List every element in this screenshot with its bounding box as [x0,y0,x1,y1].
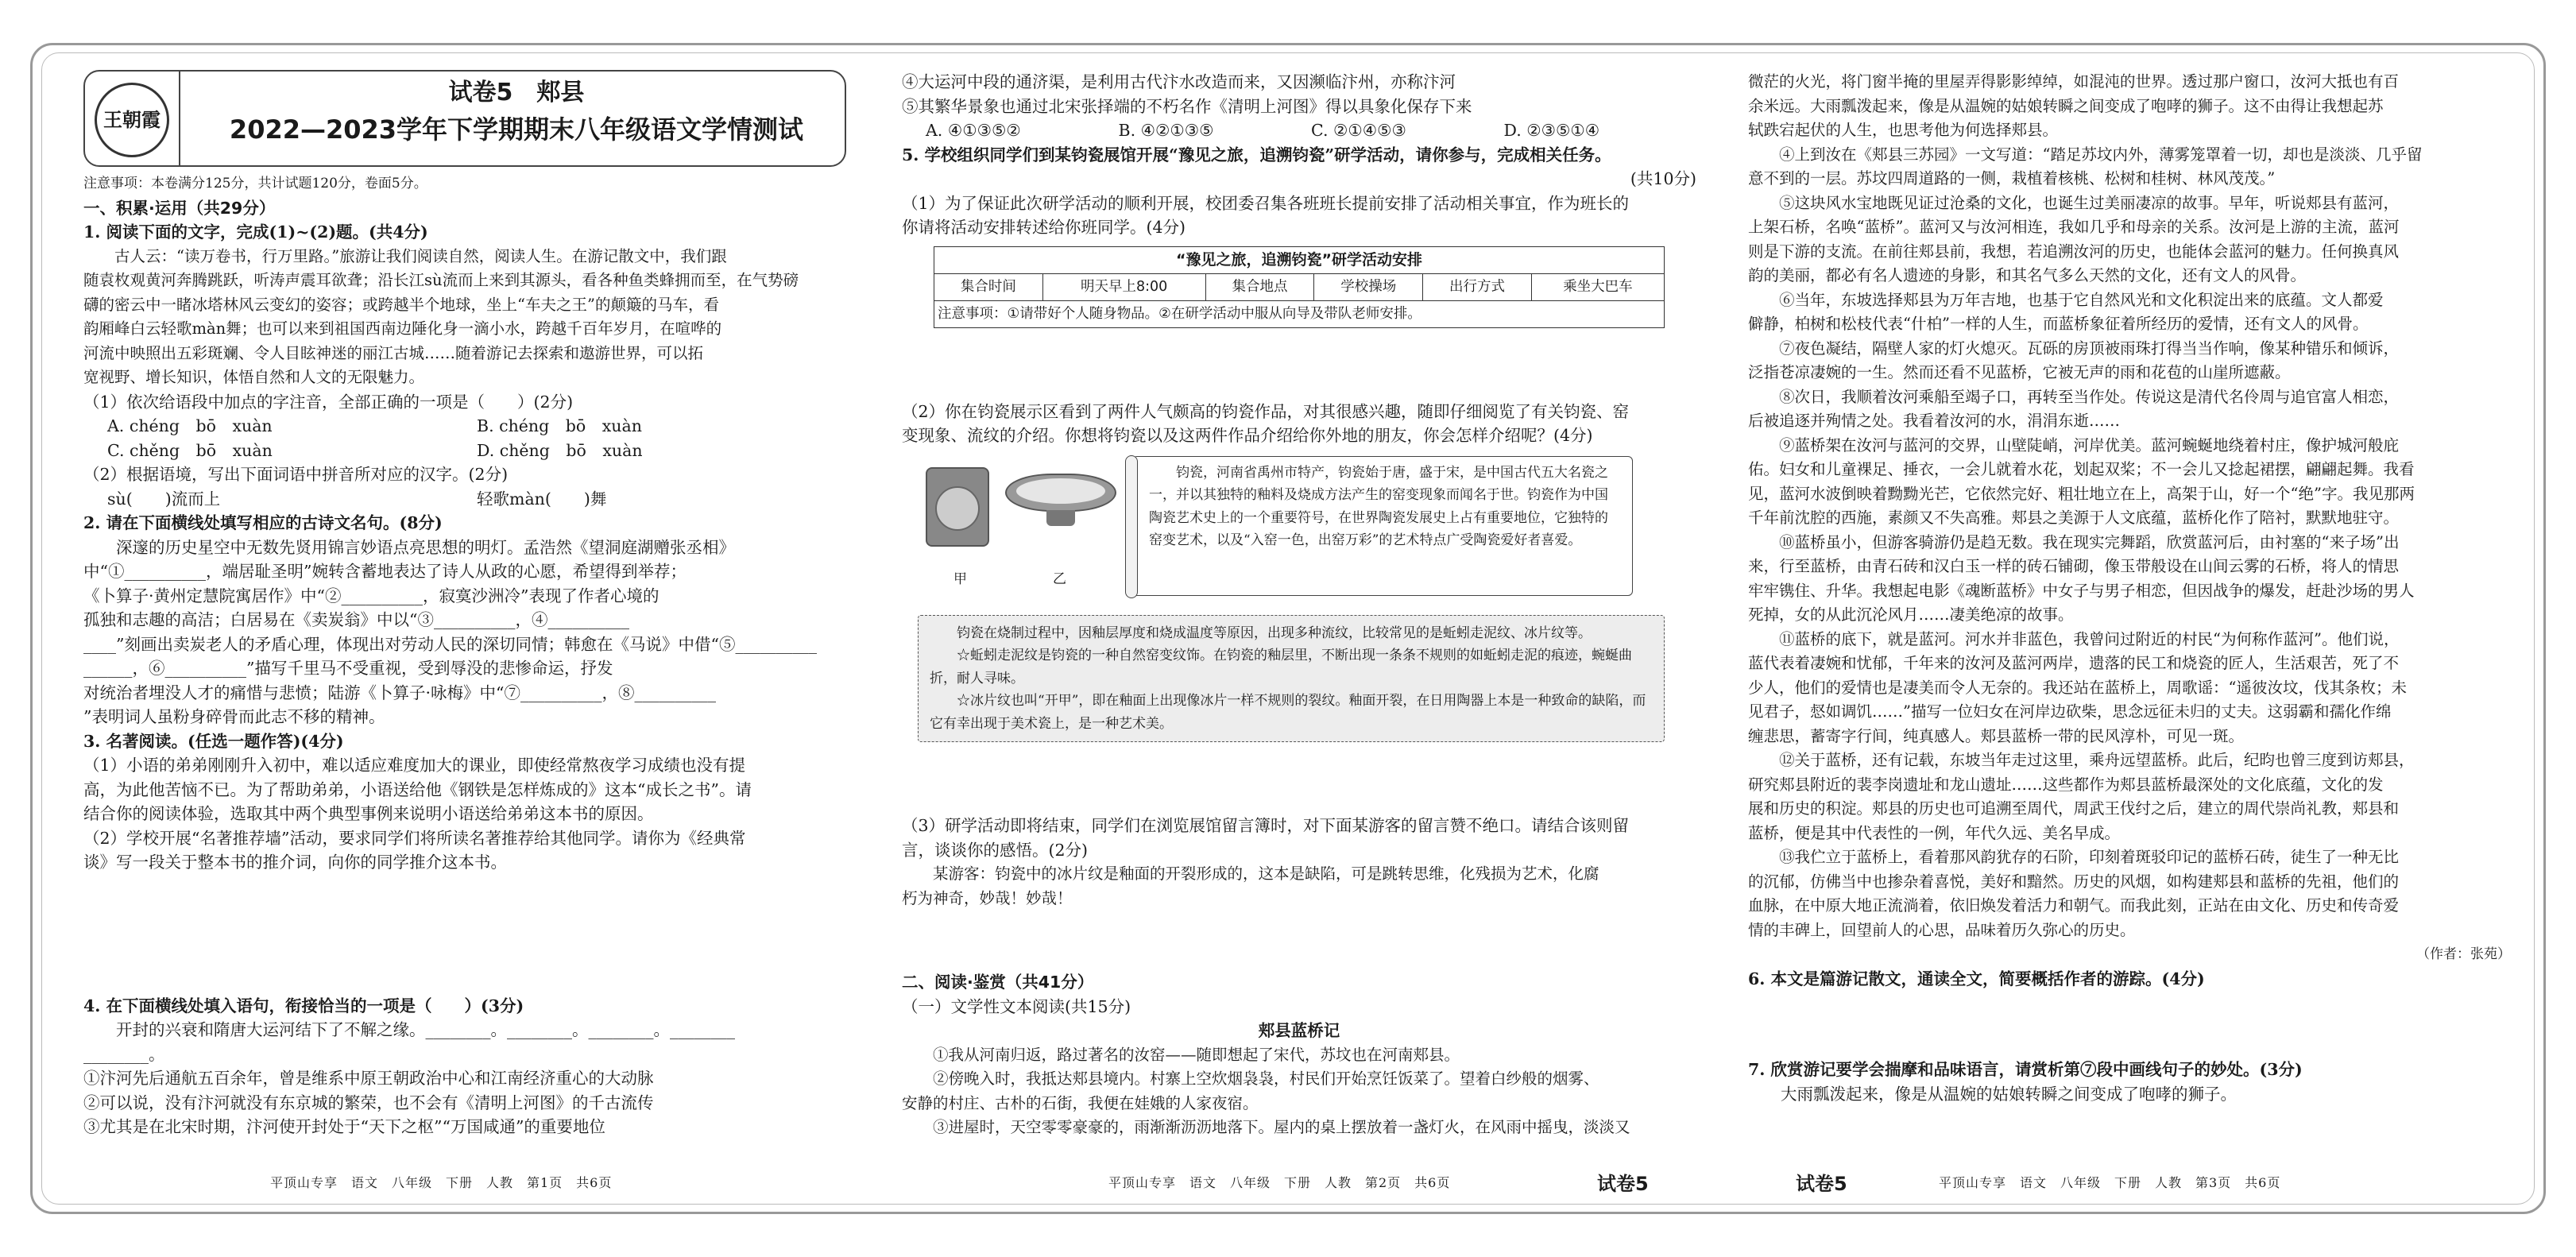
exam-title: 试卷5 郏县 [448,79,585,106]
essay-line: 轼跌宕起伏的人生，也思考他为何选择郏县。 [1748,121,2059,139]
q2-stem: 2. 请在下面横线处填写相应的古诗文名句。(8分) [83,513,443,532]
header-divider [179,70,180,167]
image-label-jia: 甲 [953,570,967,587]
info-line: ☆冰片纹也叫“开甲”，即在釉面上出现像冰片一样不规则的裂纹。釉面开裂，在日用陶器上本是一种致命的缺陷，而它有幸出现于美术瓷上，是一种艺术美。 [930,693,1646,732]
activity-table-note: 注意事项：①请带好个人随身物品。②在研学活动中服从向导及带队老师安排。 [934,300,1665,327]
q4-option: ②可以说，没有汴河就没有东京城的繁荣，也不会有《清明上河图》的千古流传 [83,1093,654,1112]
essay-line: 则是下游的支流。在前往郏县前，我想，若追溯汝河的历史，也能体会蓝河的魅力。任何换真风 [1748,242,2400,261]
q5-part2-answer-space[interactable] [902,750,1696,814]
q3-stem: 3. 名著阅读。(任选一题作答)(4分) [83,731,344,751]
footer-page-1: 平顶山专享 语文 八年级 下册 人教 第1页 共6页 [270,1175,613,1190]
q2-line[interactable]: ”表明词人虽粉身碎骨而此志不移的精神。 [83,707,385,726]
essay-line: 韵的美丽，都必有名人遗迹的身影，和其名气多么天然的文化，还有文人的风骨。 [1748,266,2307,284]
exam-note: 注意事项：本卷满分125分，共计试题120分，卷面5分。 [83,176,427,191]
q1-passage-line: 宽视野、增长知识，体悟自然和人文的无限魅力。 [83,368,425,386]
essay-line: 来，行至蓝桥，由青石砖和汉白玉一样的砖石铺砌，像玉带般设在山间云雾的石桥，将人的情思 [1748,557,2400,575]
q6-answer-space[interactable] [1748,991,2511,1058]
essay-line: 佑。妇女和儿童裸足、捶衣，一会儿就着水花，划起双桨；不一会儿又捻起裙摆，翩翩起舞。我看 [1748,460,2415,478]
q5-part2: 变现象、流纹的介绍。你想将钧瓷以及这两件作品介绍给你外地的朋友，你会怎样介绍呢？(4分) [902,426,1593,445]
porcelain-bowl-image [1005,461,1116,548]
q4-stem: 4. 在下面横线处填入语句，衔接恰当的一项是（ ）(3分) [83,996,524,1015]
q5-part1: （1）为了保证此次研学活动的顺利开展，校团委召集各班班长提前安排了活动相关事宜，作为班长的 [902,193,1630,213]
image-label-yi: 乙 [1053,570,1066,587]
q1-sub1: （1）依次给语段中加点的字注音，全部正确的一项是（ ）(2分) [83,392,574,412]
q7-stem: 7. 欣赏游记要学会揣摩和品味语言，请赏析第⑦段中画线句子的妙处。(3分) [1748,1060,2303,1079]
essay-line: ⑫关于蓝桥，还有记载，东坡当年走过这里，乘舟远望蓝桥。此后，纪昀也曾三度到访郏县， [1779,751,2415,769]
activity-table [934,246,1665,328]
q3-line: 结合你的阅读体验，选取其中两个典型事例来说明小语送给弟弟这本书的原因。 [83,804,654,823]
publisher-logo [95,83,169,157]
q5-part2: （2）你在钧瓷展示区看到了两件人气颇高的钧瓷作品，对其很感兴趣，随即仔细阅览了有关钧瓷、窑 [902,401,1630,421]
exam-header [83,70,846,167]
q1-sub2-blank-a[interactable]: sù( )流而上 [107,489,221,509]
q2-line[interactable]: ____”刻画出卖炭老人的矛盾心理，体现出对劳动人民的深切同情；韩愈在《马说》中借“⑤__________ [83,634,817,654]
essay-line: ⑧次日，我顺着汝河乘船至竭子口，再转至当作处。传说这是清代名伶周与追官富人相恋， [1779,387,2400,406]
essay-line: ⑨蓝桥架在汝河与蓝河的交界，山壁陡峭，河岸优美。蓝河蜿蜒地绕着村庄，像护城河般庇 [1779,435,2400,454]
q1-option-d[interactable]: D. chěng bō xuàn [477,440,643,460]
q5-part3-answer-space[interactable] [902,911,1696,970]
q4-option: ④大运河中段的通济渠，是利用古代汴水改造而来，又因濒临汴州，亦称汴河 [902,72,1456,91]
q6-stem: 6. 本文是篇游记散文，通读全文，简要概括作者的游踪。(4分) [1748,969,2205,988]
q4-line[interactable]: 开封的兴衰和隋唐大运河结下了不解之缘。________。________。________。________ [116,1020,735,1039]
guest-message: 朽为神奇，妙哉！妙哉！ [902,888,1073,907]
q2-line[interactable]: ______，⑥__________”描写千里马不受重视，受到辱没的悲惨命运，抒发 [83,659,613,678]
q1-passage-line: 随袁枚观黄河奔腾跳跃，听涛声震耳欲聋；沿长江sù流而上来到其源头，看各种鱼类蜂拥而至，在气势磅 [83,271,799,289]
guest-message: 某游客：钧瓷中的冰片纹是釉面的开裂形成的，这本是缺陷，可是跳转思维，化残损为艺术，化腐 [933,864,1599,883]
essay-line: ⑥当年，东坡选择郏县为万年吉地，也基于它自然风光和文化积淀出来的底蕴。文人都爱 [1779,290,2384,309]
q4-option: ⑤其繁华景象也通过北宋张择端的不朽名作《清明上河图》得以具象化保存下来 [902,96,1472,116]
q1-sub2: （2）根据语境，写出下面词语中拼音所对应的汉字。(2分) [83,465,509,484]
essay-line: ⑦夜色凝结，隔壁人家的灯火熄灭。瓦砾的房顶被雨珠打得当当作响，像某种错乐和倾诉， [1779,338,2400,358]
jun-porcelain-intro-scroll [1132,456,1633,596]
activity-table-title: “豫见之旅，追溯钧瓷”研学活动安排 [934,246,1665,273]
essay-line: 上架石桥，名唤“蓝桥”。蓝河又与汝河相连，我如几乎和母亲的关系。汝河是上游的主流，蓝河 [1748,218,2400,236]
essay-line: 余米远。大雨瓢泼起来，像是从温婉的姑娘转瞬之间变成了咆哮的狮子。这不由得让我想起苏 [1748,96,2384,115]
essay-title: 郏县蓝桥记 [1258,1021,1340,1040]
essay-line: 见，蓝河水波倒映着黝黝光芒，它依然完好、粗壮地立在上，高架于山，好一个“绝”字。我见那两 [1748,484,2415,503]
essay-line: 缠悲思，蓄寄字行间，纯真感人。郏县蓝桥一带的民风淳朴，可见一斑。 [1748,726,2245,745]
q1-passage-line: 礴的密云中一睹冰塔林风云变幻的姿容；或跨越半个地球，坐上“车夫之王”的颠簸的马车，看 [83,295,719,314]
porcelain-figure [902,456,1696,607]
essay-paragraph: ③进屋时，天空零零豪豪的，雨渐渐沥沥地落下。屋内的桌上摆放着一盏灯火，在风雨中摇曳，淡淡又 [933,1118,1630,1136]
essay-paragraph: ①我从河南归返，路过著名的汝窑——随即想起了宋代，苏坟也在河南郏县。 [933,1045,1460,1064]
essay-line: 牢牢镌住、升华。我想起电影《魂断蓝桥》中女子与男子相恋，但因战争的爆发，赶赴沙场的男人 [1748,581,2415,600]
essay-line: 死掉，女的从此沉沦风月……凄美绝凉的故事。 [1748,605,2074,624]
q5-stem: 5. 学校组织同学们到某钧瓷展馆开展“豫见之旅，追溯钧瓷”研学活动，请你参与，完成相关任务。 [902,145,1611,164]
q4-choice-d[interactable]: D. ②③⑤①④ [1503,121,1600,140]
essay-line: 蓝代表着凄婉和忧郁，千年来的汝河及蓝河两岸，遗落的民工和烧瓷的匠人，生活艰苦，死了不 [1748,654,2400,672]
essay-line: 后被追逐并殉情之处。我看着汝河的水，涓涓东逝…… [1748,412,2121,430]
q1-stem: 1. 阅读下面的文字，完成(1)~(2)题。(共4分) [83,222,428,242]
section-2-1-heading: （一）文学性文本阅读(共15分) [902,996,1131,1016]
essay-author: （作者：张苑） [2416,946,2511,962]
q4-line[interactable]: ________。 [83,1044,165,1064]
porcelain-dish-image [926,467,989,547]
q4-choices [902,118,1696,143]
essay-line: 的沉郁，仿佛当中也掺杂着喜悦，美好和黯然。历史的风烟，如构建郏县和蓝桥的先祖，他们的 [1748,872,2400,891]
q2-line[interactable]: 孤独和志趣的高洁；白居易在《卖炭翁》中以“③__________，④__________ [83,610,629,629]
table-cell: 学校操场 [1314,273,1423,300]
essay-line: 千年前沈腔的西施，素颜又不失高雅。郏县之美源于人文底蕴，蓝桥化作了陪衬，默默地驻守。 [1748,509,2400,527]
logo-text: 王朝霞 [103,107,161,131]
essay-paragraph: ②傍晚入时，我抵达郏县境内。村寨上空炊烟袅袅，村民们开始烹饪饭菜了。望着白纱般的烟雾、 [933,1069,1599,1088]
q1-passage-line: 古人云：“读万卷书，行万里路。”旅游让我们阅读自然，阅读人生。在游记散文中，我们跟 [114,246,727,265]
q1-option-c[interactable]: C. chěng bō xuàn [107,440,273,460]
essay-line: 僻静，柏树和松枝代表“什柏”一样的人生，而蓝桥象征着所经历的爱情，还有文人的风骨。 [1748,315,2369,333]
table-cell: 集合时间 [934,273,1043,300]
q2-line: 深邃的历史星空中无数先贤用锦言妙语点亮思想的明灯。孟浩然《望洞庭湖赠张丞相》 [116,537,735,557]
q4-option: ③尤其是在北宋时期，汴河使开封处于“天下之枢”“万国咸通”的重要地位 [83,1117,605,1136]
q4-choice-a[interactable]: A. ④①③⑤② [926,121,1021,140]
essay-line: 蓝桥，便是其中代表性的一例，年代久远、美名早成。 [1748,823,2121,842]
essay-line: 少人，他们的爱情也是凄美而令人无奈的。我还站在蓝桥上，周歌谣：“遥彼汝坟，伐其条枚；未 [1748,678,2407,697]
essay-line: ④上到汝在《郏县三苏园》一文写道：“踏足苏坟内外，薄雾笼罩着一切，却也是淡淡、几乎留 [1779,145,2423,164]
paper-name-left: 试卷5 [1796,1173,1847,1195]
paper-name-right: 试卷5 [1597,1173,1649,1195]
q5-part1: 你请将活动安排转述给你班同学。(4分) [902,218,1186,237]
q5-part1-answer-space[interactable] [902,336,1696,400]
q5-part3: 言，谈谈你的感悟。(2分) [902,840,1089,860]
section-1-heading: 一、积累·运用（共29分） [83,198,276,218]
q1-options-cd [83,439,846,463]
q4-choice-c[interactable]: C. ②①④⑤③ [1311,121,1406,140]
q3-line: 高，为此他苦恼不已。为了帮助弟弟，小语送给他《钢铁是怎样炼成的》这本“成长之书”。请 [83,779,752,799]
info-line: ☆蚯蚓走泥纹是钧瓷的一种自然窑变纹饰。在钧瓷的釉层里，不断出现一条条不规则的如蚯蚓走泥的痕迹，蜿蜒曲折，耐人寻味。 [930,648,1632,687]
footer-page-2: 平顶山专享 语文 八年级 下册 人教 第2页 共6页 [1108,1175,1451,1190]
section-2-heading: 二、阅读·鉴赏（共41分） [902,973,1094,992]
q4-option: ①汴河先后通航五百余年，曾是维系中原王朝政治中心和江南经济重心的大动脉 [83,1069,654,1088]
q4-choice-b[interactable]: B. ④②①③⑤ [1118,121,1214,140]
exam-subtitle: 2022—2023学年下学期期末八年级语文学情测试 [229,114,804,145]
q3-line: （2）学校开展“名著推荐墙”活动，要求同学们将所读名著推荐给其他同学。请你为《经典常 [83,828,746,848]
q1-option-b[interactable]: B. chéng bō xuàn [477,416,642,435]
essay-line: 研究郏县附近的裴李岗遗址和龙山遗址……这些都作为郏县蓝桥最深处的文化底蕴，文化的发 [1748,775,2384,794]
table-cell: 乘坐大巴车 [1531,273,1664,300]
q1-option-a[interactable]: A. chéng bō xuàn [107,416,273,435]
q2-line[interactable]: 对统治者埋没人才的痛惜与悲愤；陆游《卜算子·咏梅》中“⑦__________，⑧__________ [83,683,716,702]
essay-line: ⑬我伫立于蓝桥上，看着那风韵犹存的石阶，印刻着斑驳印记的蓝桥石砖，徒生了一种无比 [1779,848,2400,866]
q3-line: 谈》写一段关于整本书的推介词，向你的同学推介这本书。 [83,853,507,872]
column-2 [902,70,1696,1182]
essay-paragraph: 安静的村庄、古朴的石街，我便在娃娥的人家夜宿。 [902,1093,1259,1112]
q2-line[interactable]: 《卜算子·黄州定慧院寓居作》中“②__________，寂寞沙洲冷”表现了作者心境的 [83,586,659,605]
info-line: 钧瓷在烧制过程中，因釉层厚度和烧成温度等原因，出现多种流纹，比较常见的是蚯蚓走泥纹、冰片纹等。 [957,625,1592,641]
q5-score: (共10分) [1630,169,1696,188]
q3-line: （1）小语的弟弟刚刚升入初中，难以适应难度加大的课业，即使经常熬夜学习成绩也没有提 [83,756,746,775]
activity-table-row [934,273,1665,300]
essay-line: ⑩蓝桥虽小，但游客骑游仍是趋无数。我在现实完舞蹈，欣赏蓝河后，由衬塞的“来子场”出 [1779,532,2400,551]
essay-line: 见君子，惄如调饥……”描写一位妇女在河岸边砍柴，思念远征未归的丈夫。这弱霸和孺化作绵 [1748,702,2392,721]
essay-line: 展和历史的积淀。郏县的历史也可追溯至周代，周武王伐纣之后，建立的周代崇尚礼教，郏县和 [1748,799,2400,818]
essay-line: ⑤这块风水宝地既见证过沧桑的文化，也诞生过美丽凄凉的故事。早年，听说郏县有蓝河， [1779,193,2400,212]
essay-line: 泛指苍凉凄婉的一生。然而还看不见蓝桥，它被无声的雨和花苞的山崖所遮蔽。 [1748,363,2291,381]
q1-sub2-blanks [83,487,846,512]
table-cell: 出行方式 [1423,273,1532,300]
q2-line[interactable]: 中“①__________，端居耻圣明”婉转含蓄地表达了诗人从政的心愿，希望得到举荐； [83,562,687,581]
q3-answer-space[interactable] [83,875,846,994]
table-cell: 集合地点 [1205,273,1314,300]
footer-page-3: 平顶山专享 语文 八年级 下册 人教 第3页 共6页 [1939,1175,2281,1190]
q5-part3: （3）研学活动即将结束，同学们在浏览展馆留言簿时，对下面某游客的留言赞不绝口。请结合该则留 [902,816,1630,835]
essay-line: ⑪蓝桥的底下，就是蓝河。河水并非蓝色，我曾问过附近的村民“为何称作蓝河”。他们说， [1779,629,2400,648]
q1-options-ab [83,414,846,439]
column-3 [1748,70,2511,1182]
q1-passage-line: 河流中映照出五彩斑斓、令人目眩神迷的丽江古城……随着游记去探索和遨游世界，可以拓 [83,343,704,362]
essay-line: 情的丰碑上，回望前人的心思，品味着历久弥心的历史。 [1748,920,2136,939]
q1-sub2-blank-b[interactable]: 轻歌màn( )舞 [477,489,607,509]
table-cell: 明天早上8:00 [1042,273,1205,300]
q1-passage-line: 韵厢峰白云轻歌màn舞；也可以来到祖国西南边陲化身一滴小水，跨越千百年岁月，在喧哗的 [83,319,722,338]
q7-quote: 大雨瓢泼起来，像是从温婉的姑娘转瞬之间变成了咆哮的狮子。 [1781,1084,2237,1104]
essay-line: 血脉，在中原大地正流淌着，依旧焕发着活力和朝气。而我此刻，正站在由文化、历史和传奇爱 [1748,896,2400,915]
glaze-pattern-infobox [918,615,1665,743]
scroll-text: 钧瓷，河南省禹州市特产，钧瓷始于唐，盛于宋，是中国古代五大名瓷之一，并以其独特的釉料及烧成方法产生的窑变现象而闻名于世。钧瓷作为中国陶瓷艺术史上的一个重要符号，在世界陶瓷发展史上占有重要地位，它独特的窑变艺术，以及“入窑一色，出窑万彩”的艺术特点广受陶瓷爱好者喜爱。 [1149,464,1608,548]
essay-line: 微茫的火光，将门窗半掩的里屋弄得影影绰绰，如混沌的世界。透过那户窗口，汝河大抵也有百 [1748,72,2400,91]
column-1 [83,70,846,1182]
essay-line: 意不到的一层。苏坟四周道路的一侧，栽植着核桃、松树和桂树、林风茂茂。” [1748,169,2276,188]
